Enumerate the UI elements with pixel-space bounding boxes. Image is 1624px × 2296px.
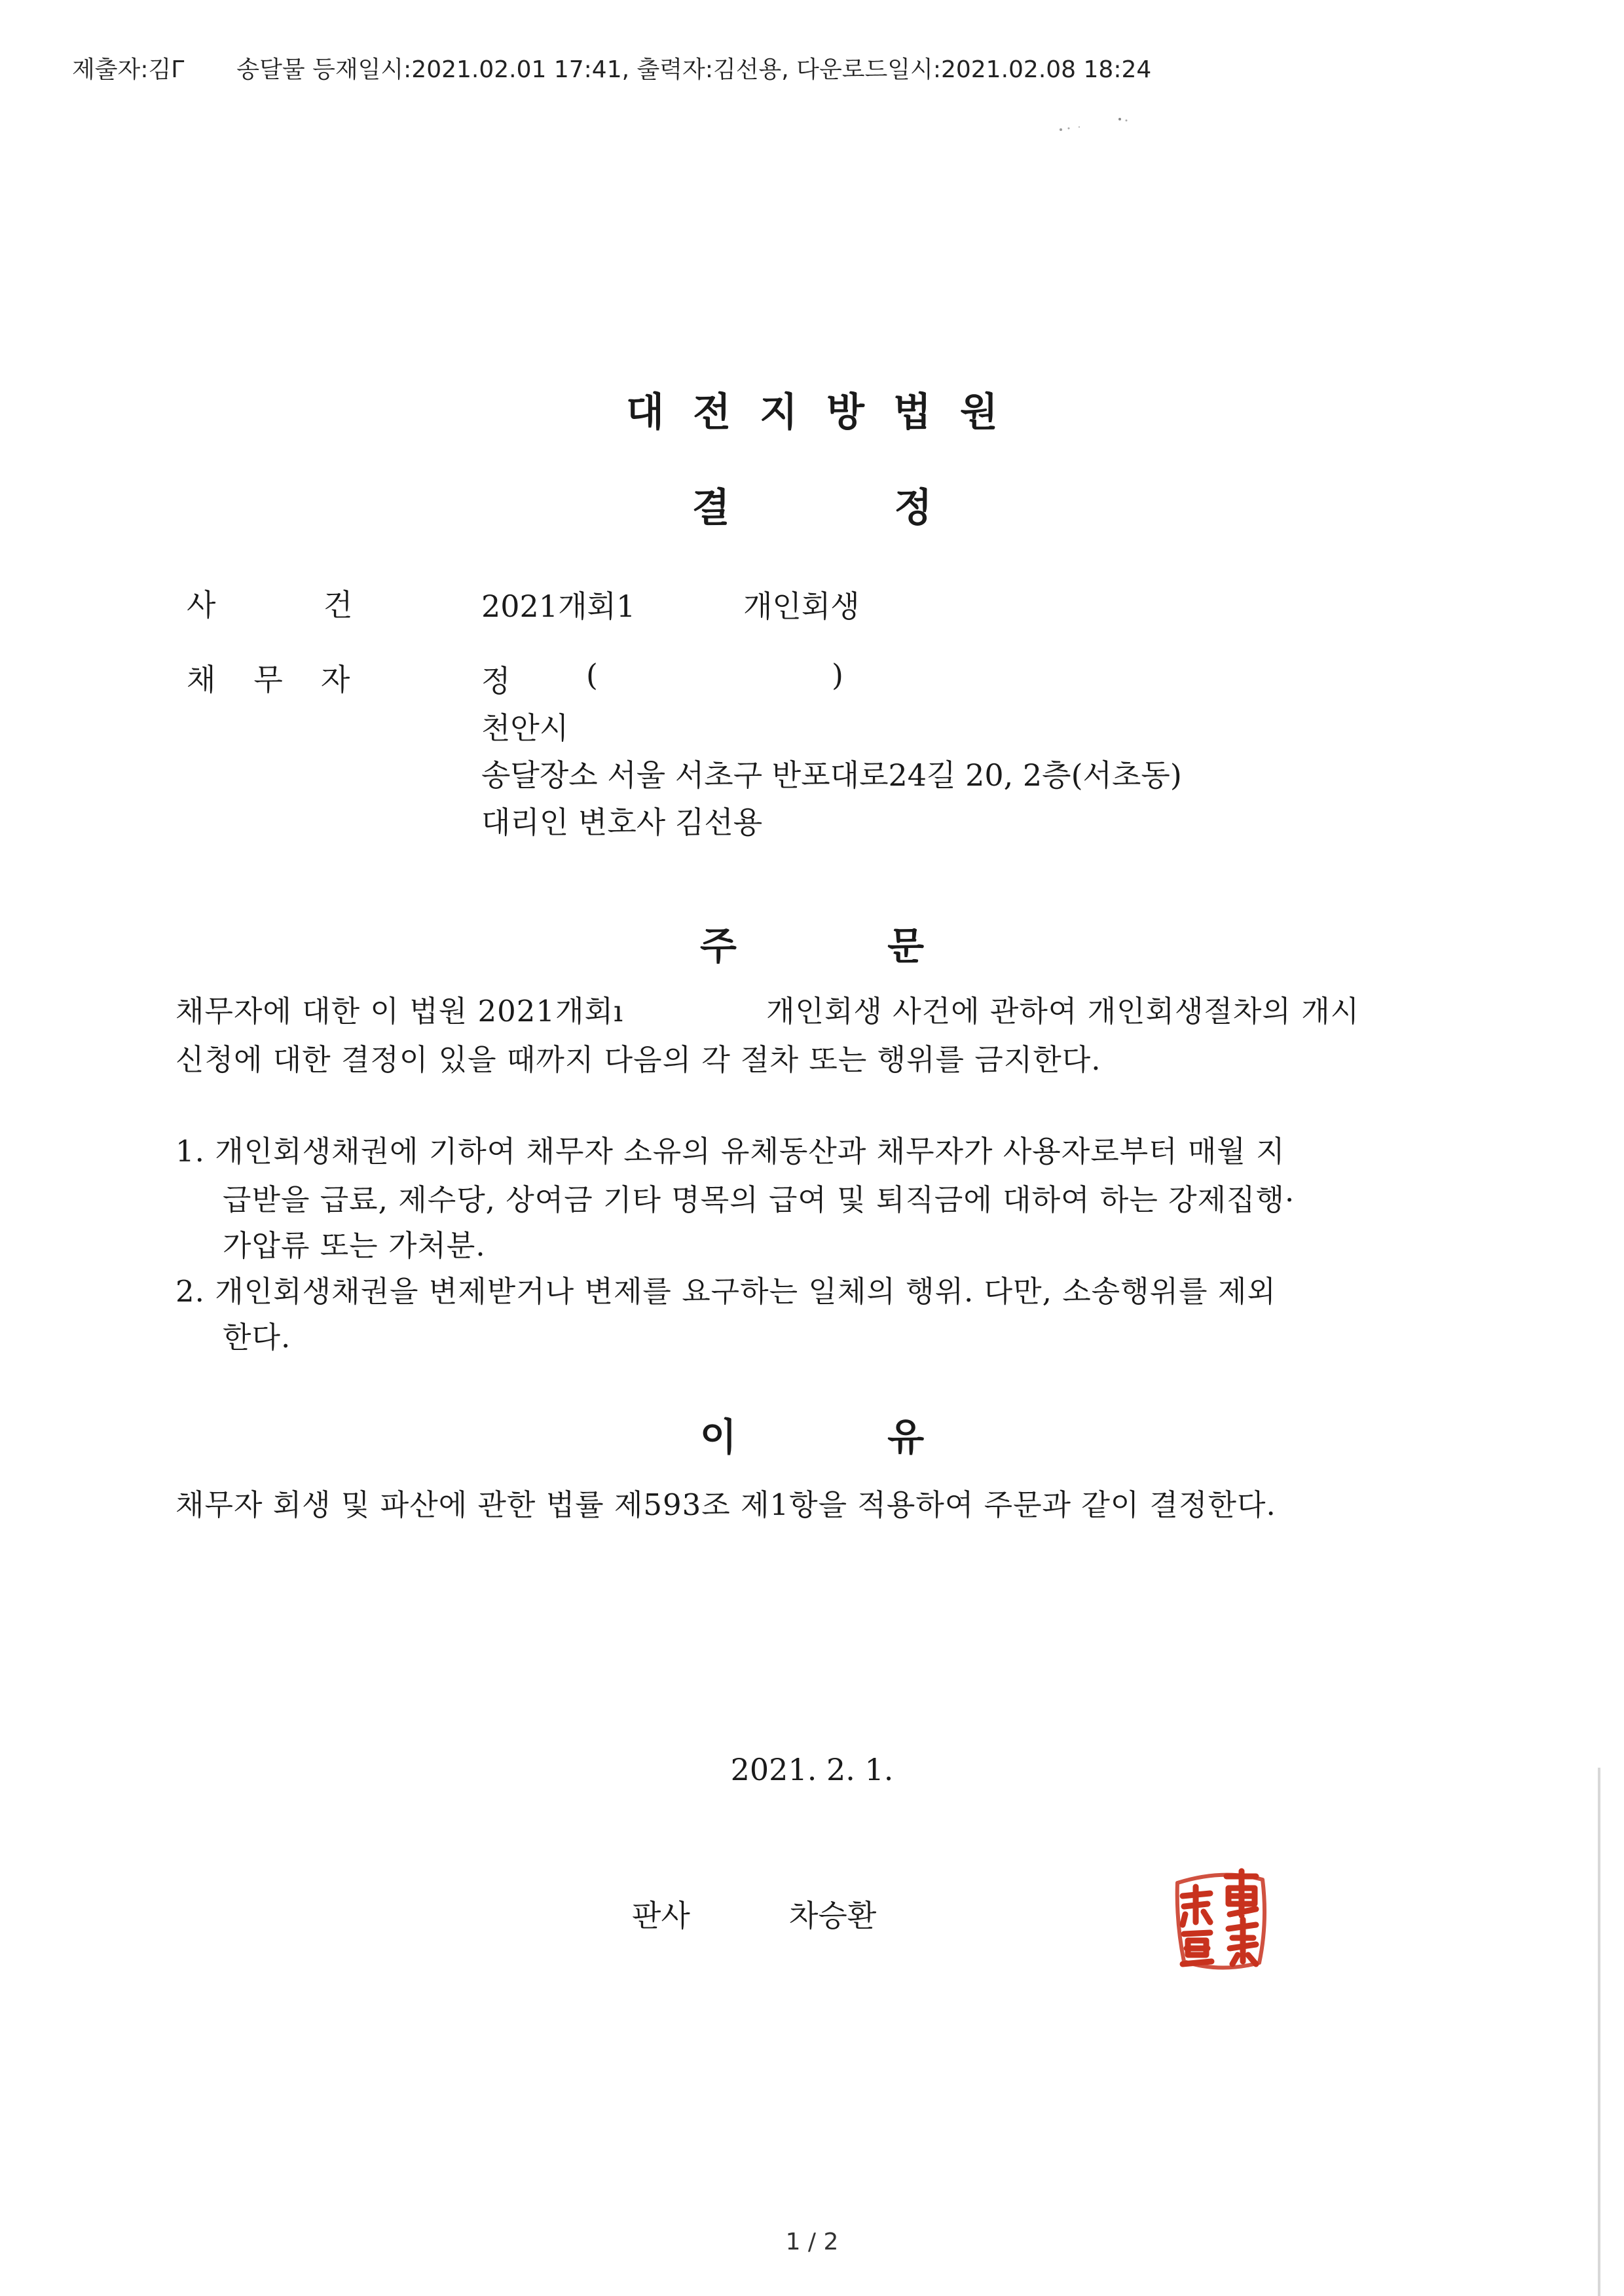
case-number: 2021개회1 [481,589,636,624]
debtor-agent: 대리인 변호사 김선용 [481,805,763,840]
court-name: 대전지방법원 [626,390,1027,435]
case-label: 사 건 [187,587,353,623]
reason-text: 채무자 회생 및 파산에 관한 법률 제593조 제1항을 적용하여 주문과 같이 결정한다. [175,1487,1276,1522]
judge-seal-stamp [1164,1857,1276,1977]
debtor-label: 채무자 [187,662,388,697]
debtor-id-close-paren: ) [832,657,843,693]
order-item-1-line1: 1. 개인회생채권에 기하여 채무자 소유의 유체동산과 채무자가 사용자로부터 매월 지 [175,1134,1285,1169]
header-submitter: 제출자:김Γ [72,56,185,83]
case-type: 개인회생 [743,589,860,624]
scan-speck [1054,111,1133,137]
reason-heading: 이 유 [699,1415,925,1459]
scan-edge-shadow [1598,1768,1600,2296]
document-title: 결 정 [692,485,932,531]
order-heading: 주 문 [699,924,925,968]
judge-name: 차승환 [789,1898,877,1933]
order-item-1-line2: 급받을 급료, 제수당, 상여금 기타 명목의 급여 및 퇴직금에 대하여 하는 강제집행· [223,1182,1295,1217]
order-text-line2: 신청에 대한 결정이 있을 때까지 다음의 각 절차 또는 행위를 금지한다. [175,1042,1101,1077]
order-item-2-line1: 2. 개인회생채권을 변제받거나 변제를 요구하는 일체의 행위. 다만, 소송행위를 제외 [175,1274,1276,1309]
debtor-id-open-paren: ( [586,657,598,693]
header-info [72,51,1151,84]
order-item-1-line3: 가압류 또는 가처분. [223,1228,486,1263]
debtor-name: 정 [481,663,511,699]
decision-date: 2021. 2. 1. [730,1752,894,1787]
debtor-address: 천안시 [481,710,569,746]
order-text-line1a: 채무자에 대한 이 법원 2021개회ı [175,994,624,1029]
order-text-line1b: 개인회생 사건에 관하여 개인회생절차의 개시 [766,994,1360,1029]
judge-title: 판사 [632,1898,690,1933]
order-item-2-line2: 한다. [223,1320,291,1355]
header-delivery-info: 송달물 등재일시:2021.02.01 17:41, 출력자:김선용, 다운로드일시:2021.02.08 18:24 [236,56,1152,83]
service-address: 송달장소 서울 서초구 반포대로24길 20, 2층(서초동) [481,757,1182,793]
page-number: 1 / 2 [785,2229,839,2255]
